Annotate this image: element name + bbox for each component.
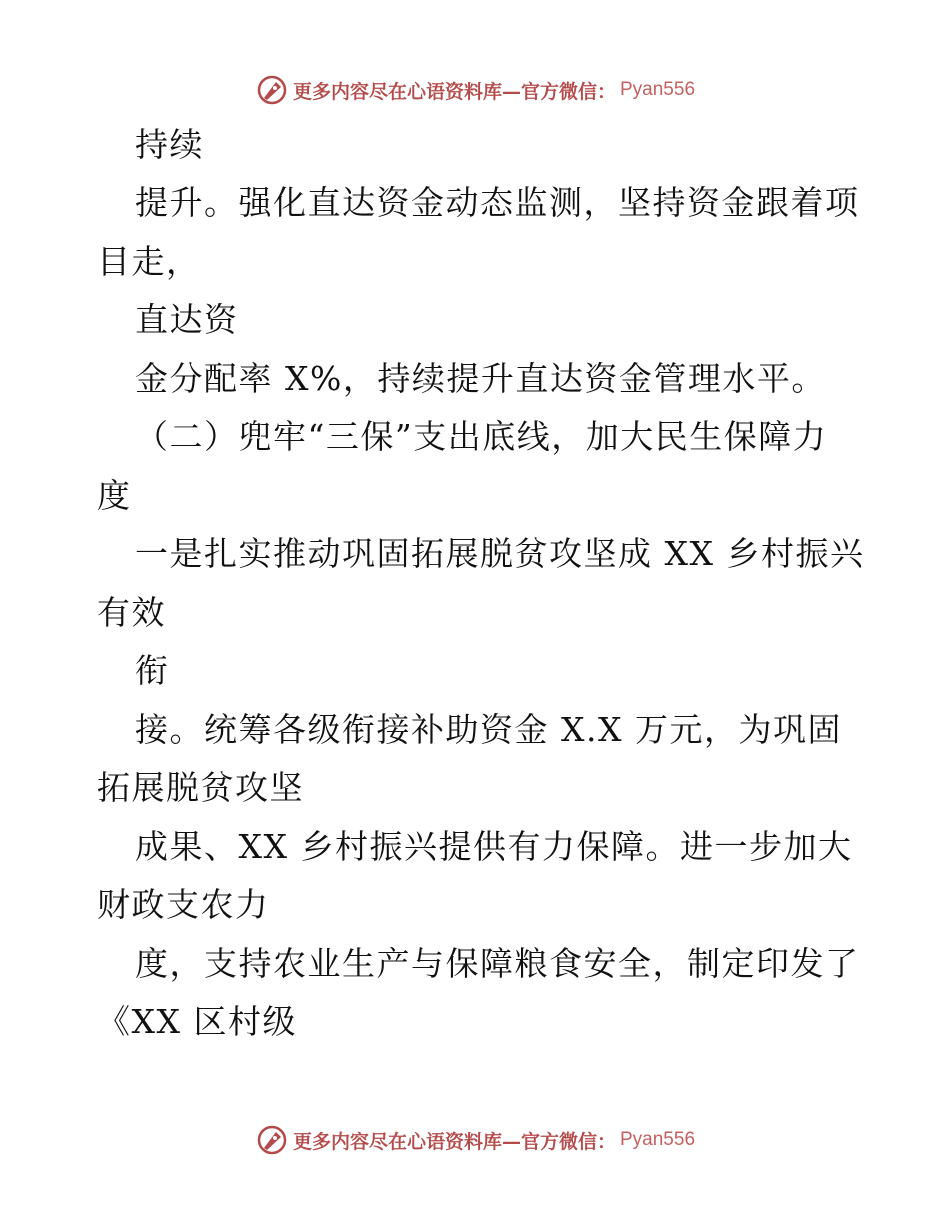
paragraph-line: 目走， xyxy=(97,242,201,281)
watermark-wechat-id: Pyan556 xyxy=(620,1129,696,1150)
paragraph-line: 《XX 区村级 xyxy=(97,1002,297,1041)
pen-nib-circle-icon xyxy=(255,1123,289,1157)
section-heading: （二）兜牢“三保”支出底线，加大民生保障力 xyxy=(135,417,828,456)
paragraph-line: 提升。强化直达资金动态监测，坚持资金跟着项 xyxy=(135,183,860,222)
paragraph-line: 有效 xyxy=(97,593,166,632)
paragraph-line: 一是扎实推动巩固拓展脱贫攻坚成 XX 乡村振兴 xyxy=(135,534,865,573)
watermark-text: 更多内容尽在心语资料库—官方微信： xyxy=(292,1130,616,1153)
paragraph-line: 接。统筹各级衔接补助资金 X.X 万元，为巩固 xyxy=(135,710,842,749)
watermark-wechat-id: Pyan556 xyxy=(620,79,696,100)
paragraph-line: 衔 xyxy=(135,651,170,690)
paragraph-line: 金分配率 X%，持续提升直达资金管理水平。 xyxy=(135,359,826,398)
paragraph-line: 拓展脱贫攻坚 xyxy=(97,768,304,807)
paragraph-line: 持续 xyxy=(135,125,204,164)
footer-watermark xyxy=(0,1120,950,1160)
paragraph-line: 直达资 xyxy=(135,300,239,339)
paragraph-line: 成果、XX 乡村振兴提供有力保障。进一步加大 xyxy=(135,827,853,866)
watermark-text: 更多内容尽在心语资料库—官方微信： xyxy=(292,80,616,103)
paragraph-line: 财政支农力 xyxy=(97,885,270,924)
section-heading-cont: 度 xyxy=(97,476,132,515)
paragraph-line: 度，支持农业生产与保障粮食安全，制定印发了 xyxy=(135,944,860,983)
